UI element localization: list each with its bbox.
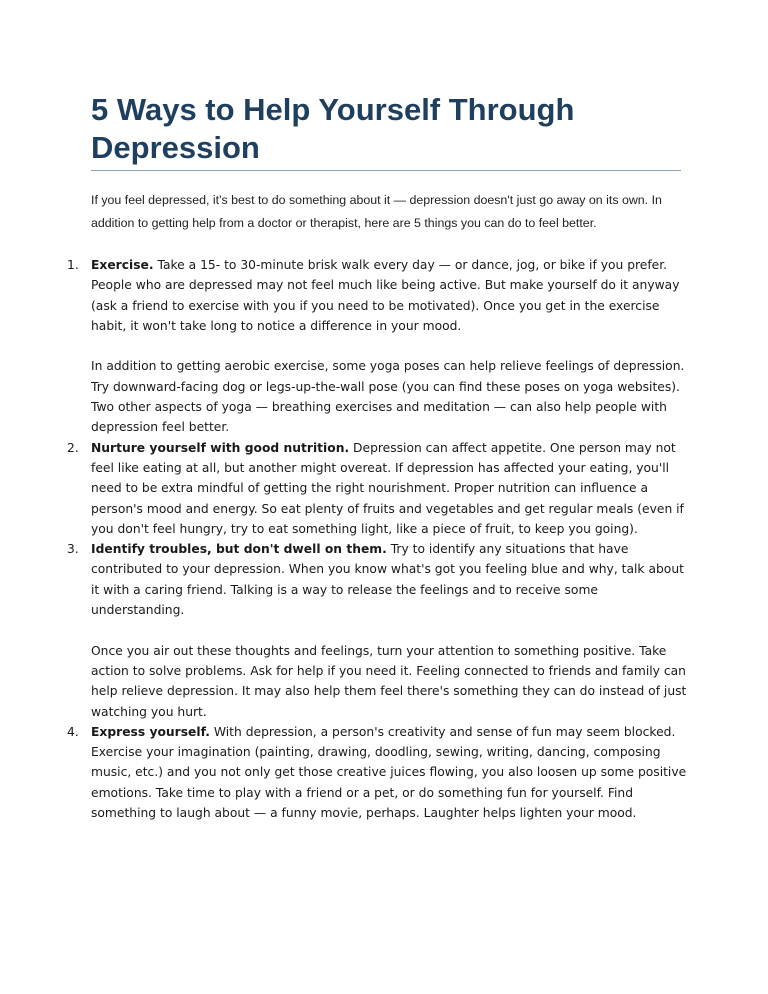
step-number: 1. bbox=[67, 258, 79, 272]
list-item bbox=[0, 722, 691, 823]
step-number: 2. bbox=[67, 440, 79, 455]
page-title: 5 Ways to Help Yourself Through Depression bbox=[91, 92, 575, 165]
step-paragraph bbox=[91, 438, 691, 539]
list-item bbox=[0, 438, 691, 539]
step-paragraph bbox=[91, 255, 691, 336]
step-text: Depression can affect appetite. One person may not feel like eating at all, but another might overeat. If depression has affected your eating, you'll need to be extra mindful of getting the right nourishment. Proper nutrition can influence a person's mood and energy. So eat plenty of fruits and vegetables and get regular meals (even if you don't feel hungry, try to eat something light, like a piece of fruit, to keep you going). bbox=[91, 440, 684, 536]
step-lead: Express yourself. bbox=[91, 724, 210, 739]
list-item bbox=[0, 255, 691, 438]
step-text: With depression, a person's creativity and sense of fun may seem blocked. Exercise your imagination (painting, drawing, doodling, sewing, writing, dancing, composing music, etc.) and you not only get those creative juices flowing, you also loosen up some positive emotions. Take time to play with a friend or a pet, or do something fun for yourself. Find something to laugh about — a funny movie, perhaps. Laughter helps lighten your mood. bbox=[91, 724, 687, 821]
step-text: Try to identify any situations that have contributed to your depression. When you know what's got you feeling blue and why, talk about it with a caring friend. Talking is a way to release the feelings and to receive some understanding. bbox=[91, 542, 684, 618]
step-paragraph bbox=[91, 722, 691, 823]
intro-paragraph: If you feel depressed, it's best to do something about it — depression doesn't just go away on its own. In addition to getting help from a doctor or therapist, here are 5 things you can do to feel better. bbox=[91, 193, 662, 230]
step-lead: Nurture yourself with good nutrition. bbox=[91, 440, 350, 455]
step-lead: Exercise. bbox=[91, 258, 154, 272]
step-extra-paragraph: Once you air out these thoughts and feelings, turn your attention to something positive. Take action to solve problems. Ask for help if you need it. Feeling connected to friends and family can help relieve depression. It may also help them feel there's something they can do instead of just watching you hurt. bbox=[91, 643, 687, 719]
title-divider bbox=[91, 170, 681, 171]
step-text: Take a 15- to 30-minute brisk walk every day — or dance, jog, or bike if you prefer. People who are depressed may not feel much like being active. But make yourself do it anyway (ask a friend to exercise with you if you need to be motivated). Once you get in the exercise habit, it won't take long to notice a difference in your mood. bbox=[91, 258, 680, 333]
step-number: 4. bbox=[67, 724, 79, 739]
steps-list bbox=[0, 255, 768, 823]
list-item bbox=[0, 539, 691, 722]
step-paragraph bbox=[91, 539, 691, 620]
step-number: 3. bbox=[67, 542, 79, 557]
step-lead: Identify troubles, but don't dwell on them. bbox=[91, 542, 387, 557]
step-extra-paragraph: In addition to getting aerobic exercise, some yoga poses can help relieve feelings of depression. Try downward-facing dog or legs-up-the-wall pose (you can find these poses on yoga websites). Two other aspects of yoga — breathing exercises and meditation — can also help people with depression feel better. bbox=[91, 359, 685, 435]
